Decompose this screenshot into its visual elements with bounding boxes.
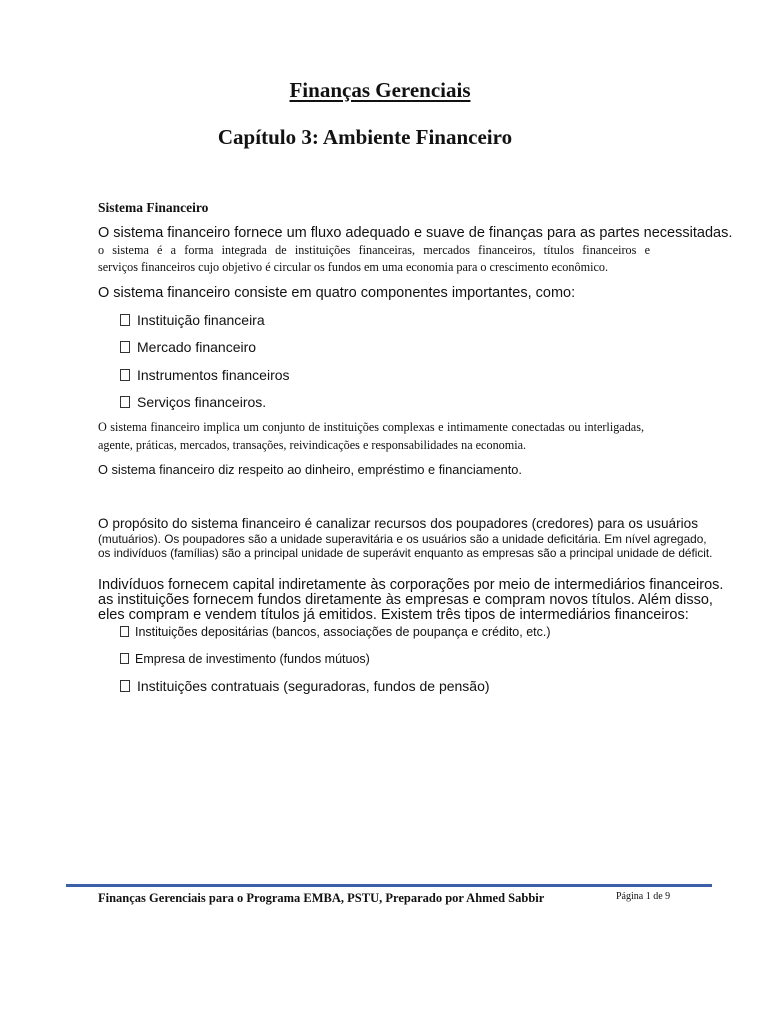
chapter-heading: Capítulo 3: Ambiente Financeiro (217, 125, 513, 149)
paragraph-3-line-2: agente, práticas, mercados, transações, reivindicações e responsabilidades na economia. (98, 438, 527, 452)
list-item-intermediary: Empresa de investimento (fundos mútuos) (120, 652, 370, 666)
bullet-box-icon (120, 341, 130, 353)
paragraph-6-line-3: eles compram e vendem títulos já emitidos. Existem três tipos de intermediários financeiros: (98, 607, 689, 623)
bullet-box-icon (120, 314, 130, 326)
bullet-box-icon (120, 369, 130, 381)
list-item-intermediary: Instituições depositárias (bancos, associações de poupança e crédito, etc.) (120, 625, 551, 639)
paragraph-2: O sistema financeiro consiste em quatro componentes importantes, como: (98, 285, 576, 301)
paragraph-5-line-3: os indivíduos (famílias) são a principal unidade de superávit enquanto as empresas são a principal unidade de déficit. (98, 546, 713, 560)
footer-text: Finanças Gerenciais para o Programa EMBA, PSTU, Preparado por Ahmed Sabbir (98, 891, 545, 905)
bullet-box-icon (120, 396, 130, 408)
bullet-box-icon (120, 680, 130, 692)
section-heading: Sistema Financeiro (98, 200, 209, 215)
paragraph-5-line-2: (mutuários). Os poupadores são a unidade superavitária e os usuários são a unidade deficitária. Em nível agregado, (98, 532, 707, 546)
bullet-box-icon (120, 626, 129, 637)
list-item-component: Instrumentos financeiros (120, 367, 290, 383)
bullet-box-icon (120, 653, 129, 664)
paragraph-1-line-2: o sistema é a forma integrada de instituições financeiras, mercados financeiros, títulos financeiros e (98, 243, 650, 257)
list-item-intermediary: Instituições contratuais (seguradoras, fundos de pensão) (120, 678, 490, 694)
paragraph-6-line-1: Indivíduos fornecem capital indiretamente às corporações por meio de intermediários financeiros. (98, 577, 724, 593)
footer-rule (66, 884, 712, 887)
paragraph-3-line-1: O sistema financeiro implica um conjunto de instituições complexas e intimamente conectadas ou interligadas, (98, 420, 644, 434)
paragraph-1-line-1: O sistema financeiro fornece um fluxo adequado e suave de finanças para as partes necessitadas. (98, 225, 733, 241)
paragraph-1-line-3: serviços financeiros cujo objetivo é circular os fundos em uma economia para o crescimento econômico. (98, 260, 609, 274)
document-title: Finanças Gerenciais (289, 78, 471, 102)
list-item-component: Instituição financeira (120, 312, 265, 328)
paragraph-5-line-1: O propósito do sistema financeiro é canalizar recursos dos poupadores (credores) para os usuários (98, 516, 698, 531)
paragraph-6-line-2: as instituições fornecem fundos diretamente às empresas e compram novos títulos. Além disso, (98, 592, 713, 608)
list-item-component: Serviços financeiros. (120, 394, 266, 410)
page-number: Página 1 de 9 (616, 891, 671, 902)
paragraph-4: O sistema financeiro diz respeito ao dinheiro, empréstimo e financiamento. (98, 462, 522, 477)
list-item-component: Mercado financeiro (120, 339, 256, 355)
